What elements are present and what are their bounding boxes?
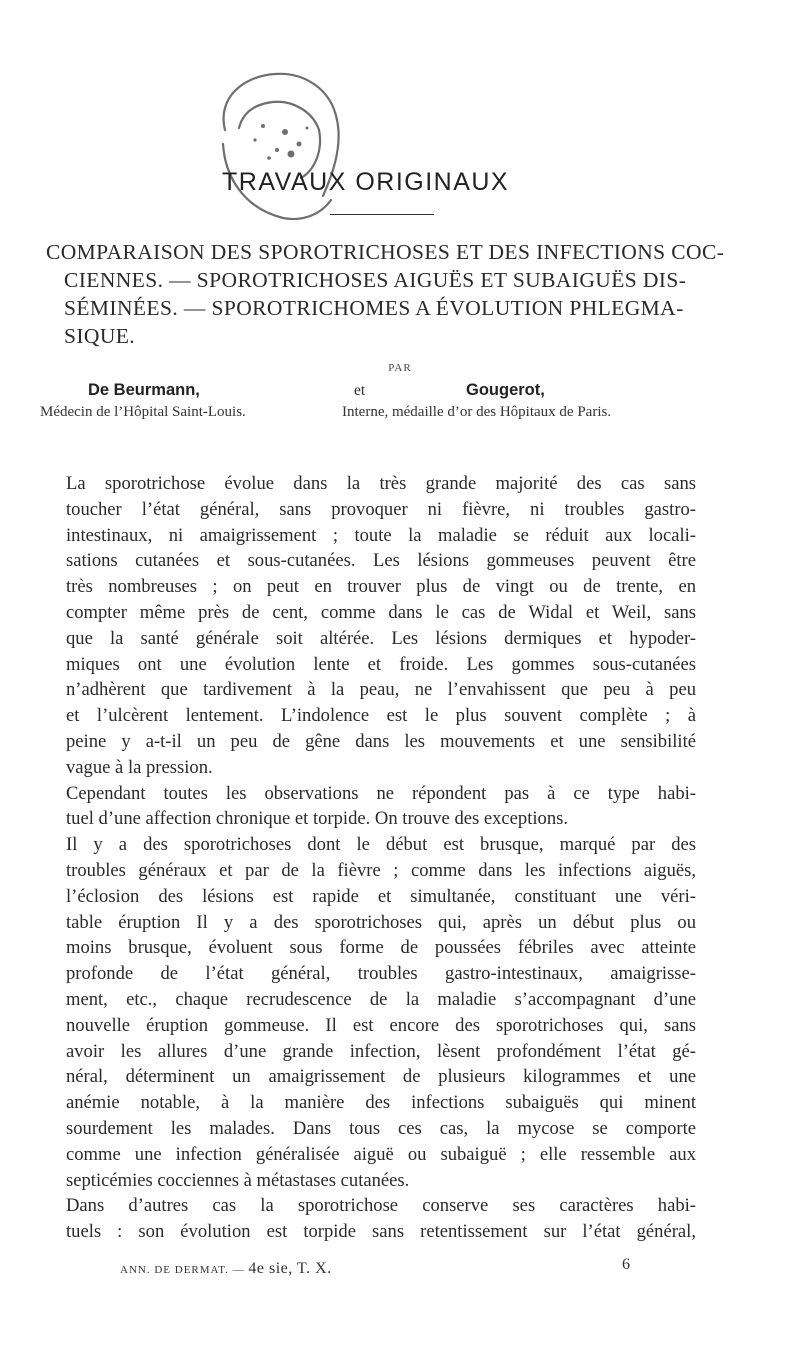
body-line: n’adhèrent que tardivement à la peau, ne l’envahissent que peu à peu	[66, 679, 696, 701]
body-line: toucher l’état général, sans provoquer ni fièvre, ni troubles gastro-	[66, 498, 696, 520]
body-line: sourdement les malades. Dans tous ces cas, la mycose se comporte	[66, 1117, 696, 1139]
body-line: table éruption Il y a des sporotrichoses qui, après un début plus ou	[66, 911, 696, 933]
body-line: néral, déterminent un amaigrissement de plusieurs kilogrammes et une	[66, 1066, 696, 1088]
page-footer	[120, 1256, 630, 1276]
author-name-beurmann: De Beurmann,	[88, 381, 200, 399]
journal-name: ANN. DE DERMAT. —	[120, 1264, 245, 1276]
body-line: nouvelle éruption gommeuse. Il est encore des sporotrichoses qui, sans	[66, 1014, 696, 1036]
body-line: septicémies cocciennes à métastases cutanées.	[66, 1169, 410, 1191]
page-number: 6	[622, 1256, 630, 1273]
body-line: miques ont une évolution lente et froide. Les gommes sous-cutanées	[66, 653, 696, 675]
article-body	[66, 471, 696, 1245]
journal-series: 4e sie, T. X.	[248, 1260, 332, 1277]
body-line: ment, etc., chaque recrudescence de la maladie s’accompagnant d’une	[66, 988, 696, 1010]
body-line: tuels : son évolution est torpide sans retentissement sur l’état général,	[66, 1221, 696, 1243]
body-line: très nombreuses ; on peut en trouver plus de vingt ou de trente, en	[66, 576, 696, 598]
body-line: comme une infection généralisée aiguë ou subaiguë ; elle ressemble aux	[66, 1143, 696, 1165]
body-line: La sporotrichose évolue dans la très grande majorité des cas sans	[66, 473, 696, 494]
body-line: Dans d’autres cas la sporotrichose conserve ses caractères habi-	[66, 1195, 696, 1217]
journal-reference	[120, 1260, 332, 1278]
body-line: sations cutanées et sous-cutanées. Les lésions gommeuses peuvent être	[66, 550, 696, 572]
body-line: que la santé générale soit altérée. Les lésions dermiques et hypoder-	[66, 627, 696, 649]
body-line: intestinaux, ni amaigrissement ; toute la maladie se réduit aux locali-	[66, 524, 696, 546]
article-title-line: SÉMINÉES. — SPOROTRICHOMES A ÉVOLUTION PHLEGMA-	[64, 296, 684, 320]
body-line: Cependant toutes les observations ne répondent pas à ce type habi-	[66, 782, 696, 804]
body-line: troubles généraux et par de la fièvre ; comme dans les infections aiguës,	[66, 859, 696, 881]
author-role-beurmann: Médecin de l’Hôpital Saint-Louis.	[40, 404, 246, 420]
authors-block	[40, 381, 696, 425]
author-conjunction: et	[354, 382, 366, 399]
by-label: PAR	[388, 362, 412, 374]
article-title-line: COMPARAISON DES SPOROTRICHOSES ET DES INFECTIONS COC-	[46, 240, 725, 264]
author-role-gougerot: Interne, médaille d’or des Hôpitaux de Paris.	[342, 404, 612, 420]
author-name-gougerot: Gougerot,	[466, 381, 545, 399]
body-line: Il y a des sporotrichoses dont le début est brusque, marqué par des	[66, 834, 696, 856]
body-line: et l’ulcèrent lentement. L’indolence est le plus souvent complète ; à	[66, 705, 696, 727]
body-line: compter même près de cent, comme dans le cas de Widal et Weil, sans	[66, 601, 696, 623]
body-line: anémie notable, à la manière des infections subaiguës qui minent	[66, 1092, 696, 1114]
title-underline	[330, 214, 434, 215]
body-line: l’éclosion des lésions est rapide et simultanée, constituant une véri-	[66, 885, 696, 907]
body-line: tuel d’une affection chronique et torpide. On trouve des exceptions.	[66, 808, 569, 830]
body-line: vague à la pression.	[66, 756, 213, 778]
body-line: moins brusque, évoluent sous forme de poussées fébriles avec atteinte	[66, 937, 696, 959]
library-stamp-icon	[203, 58, 353, 228]
body-line: avoir les allures d’une grande infection, lèsent profondément l’état gé-	[66, 1040, 696, 1062]
body-line: peine y a-t-il un peu de gêne dans les mouvements et une sensibilité	[66, 730, 696, 752]
section-title: TRAVAUX ORIGINAUX	[222, 168, 510, 196]
article-title-line: CIENNES. — SPOROTRICHOSES AIGUËS ET SUBAIGUËS DIS-	[64, 268, 687, 292]
article-title	[46, 238, 725, 350]
article-title-line: SIQUE.	[64, 324, 136, 348]
body-line: profonde de l’état général, troubles gastro-intestinaux, amaigrisse-	[66, 963, 696, 985]
